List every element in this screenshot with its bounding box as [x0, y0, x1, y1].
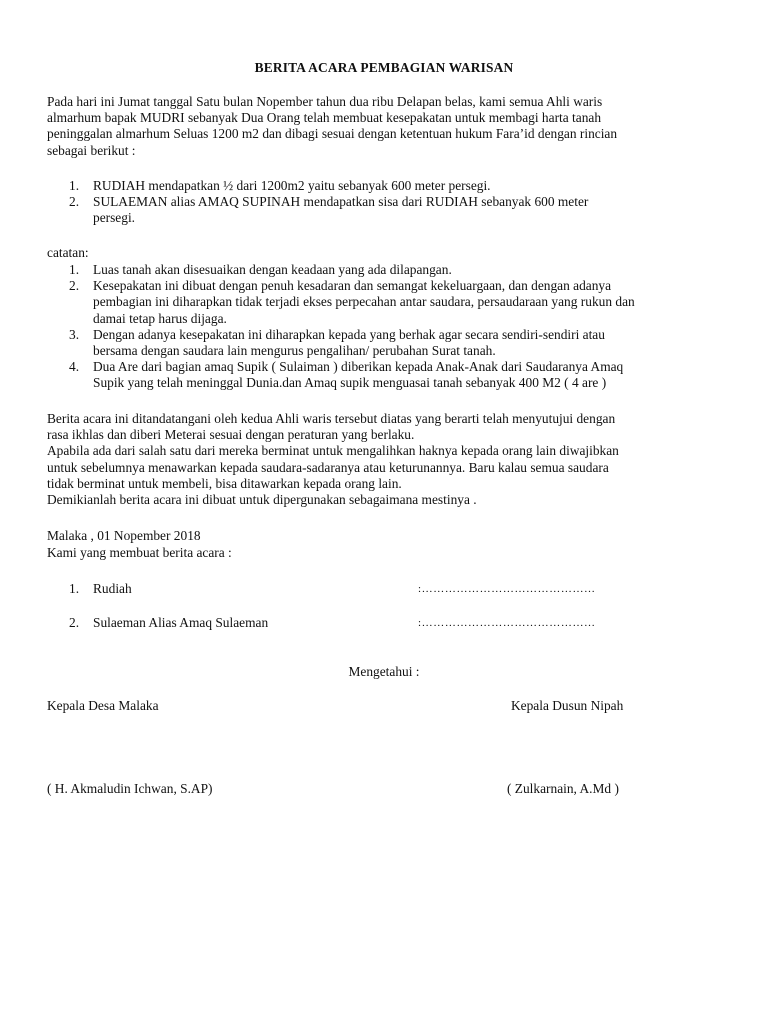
signatory-name: Sulaeman Alias Amaq Sulaeman [93, 615, 269, 630]
list-number: 2. [69, 194, 80, 210]
list-item [69, 327, 729, 359]
acknowledged-label: Mengetahui : [348, 664, 420, 679]
intro-line: sebagai berikut : [47, 142, 136, 158]
list-text: RUDIAH mendapatkan ½ dari 1200m2 yaitu sebanyak 600 meter persegi. [93, 178, 491, 193]
list-number: 1. [69, 262, 80, 277]
signatory-name: Rudiah [93, 581, 132, 596]
closing-line: untuk sebelumnya menawarkan kepada saudara-sadaranya atau keturunannya. Baru kalau semua saudara [47, 459, 609, 475]
place-date: Malaka , 01 Nopember 2018 [47, 528, 201, 543]
left-official-name: ( H. Akmaludin Ichwan, S.AP) [47, 781, 213, 796]
list-text: Dua Are dari bagian amaq Supik ( Sulaiman ) diberikan kepada Anak-Anak dari Saudaranya Amaq [93, 359, 624, 375]
list-text: bersama dengan saudara lain mengurus pengalihan/ perubahan Surat tanah. [93, 343, 496, 359]
closing-line: rasa ikhlas dan diberi Meterai sesuai dengan peraturan yang berlaku. [47, 427, 415, 443]
signatory-row [69, 581, 669, 598]
list-number: 3. [69, 326, 80, 342]
closing-line: Apabila ada dari salah satu dari mereka berminat untuk mengalihkan haknya kepada orang lain diwajibkan [47, 443, 619, 459]
intro-line: peninggalan almarhum Seluas 1200 m2 dan dibagi sesuai dengan ketentuan hukum Fara’id dengan rincian [47, 126, 618, 142]
list-item [69, 178, 729, 194]
closing-line: tidak berminat untuk membeli, bisa ditawarkan kepada orang lain. [47, 475, 402, 491]
list-text: Supik yang telah meninggal Dunia.dan Amaq supik menguasai tanah sebanyak 400 M2 ( 4 are ) [93, 375, 607, 391]
document-title: BERITA ACARA PEMBAGIAN WARISAN [254, 60, 514, 75]
closing-line: Demikianlah berita acara ini dibuat untuk dipergunakan sebagaimana mestinya . [47, 492, 477, 508]
closing-line: Berita acara ini ditandatangani oleh kedua Ahli waris tersebut diatas yang berarti telah menyutujui dengan [47, 411, 616, 426]
list-text: damai tetap harus dijaga. [93, 310, 227, 326]
list-item [69, 278, 729, 327]
makers-label: Kami yang membuat berita acara : [47, 545, 232, 560]
list-number: 4. [69, 359, 80, 375]
list-number: 2. [69, 278, 80, 294]
right-official-name: ( Zulkarnain, A.Md ) [507, 781, 619, 796]
list-item [69, 359, 729, 391]
notes-label: catatan: [47, 245, 89, 260]
signatory-row [69, 615, 669, 632]
intro-line: almarhum bapak MUDRI sebanyak Dua Orang telah membuat kesepakatan untuk membagi harta tanah [47, 110, 602, 126]
intro-paragraph [47, 94, 727, 159]
list-text: Dengan adanya kesepakatan ini diharapkan kepada yang berhak agar secara sendiri-sendiri atau [93, 326, 605, 342]
list-item [69, 194, 729, 226]
list-number: 2. [69, 615, 80, 630]
signature-line: :……………………………………… [418, 617, 596, 629]
right-official-title: Kepala Dusun Nipah [511, 698, 624, 713]
signature-line: :……………………………………… [418, 583, 596, 595]
list-number: 1. [69, 581, 80, 596]
closing-paragraph [47, 411, 727, 508]
list-text: Kesepakatan ini dibuat dengan penuh kesadaran dan semangat kekeluargaan, dan dengan adanya [93, 278, 612, 294]
list-number: 1. [69, 178, 80, 193]
left-official-title: Kepala Desa Malaka [47, 698, 159, 713]
list-text: SULAEMAN alias AMAQ SUPINAH mendapatkan sisa dari RUDIAH sebanyak 600 meter [93, 194, 589, 210]
list-text: pembagian ini diharapkan tidak terjadi ekses perpecahan antar saudara, persaudaraan yang rukun dan [93, 294, 635, 310]
notes-list [69, 262, 729, 392]
list-text: Luas tanah akan disesuaikan dengan keadaan yang ada dilapangan. [93, 262, 452, 277]
list-item [69, 262, 729, 278]
intro-line: Pada hari ini Jumat tanggal Satu bulan Nopember tahun dua ribu Delapan belas, kami semua Ahli waris [47, 94, 603, 109]
shares-list [69, 178, 729, 227]
list-text: persegi. [93, 210, 136, 226]
